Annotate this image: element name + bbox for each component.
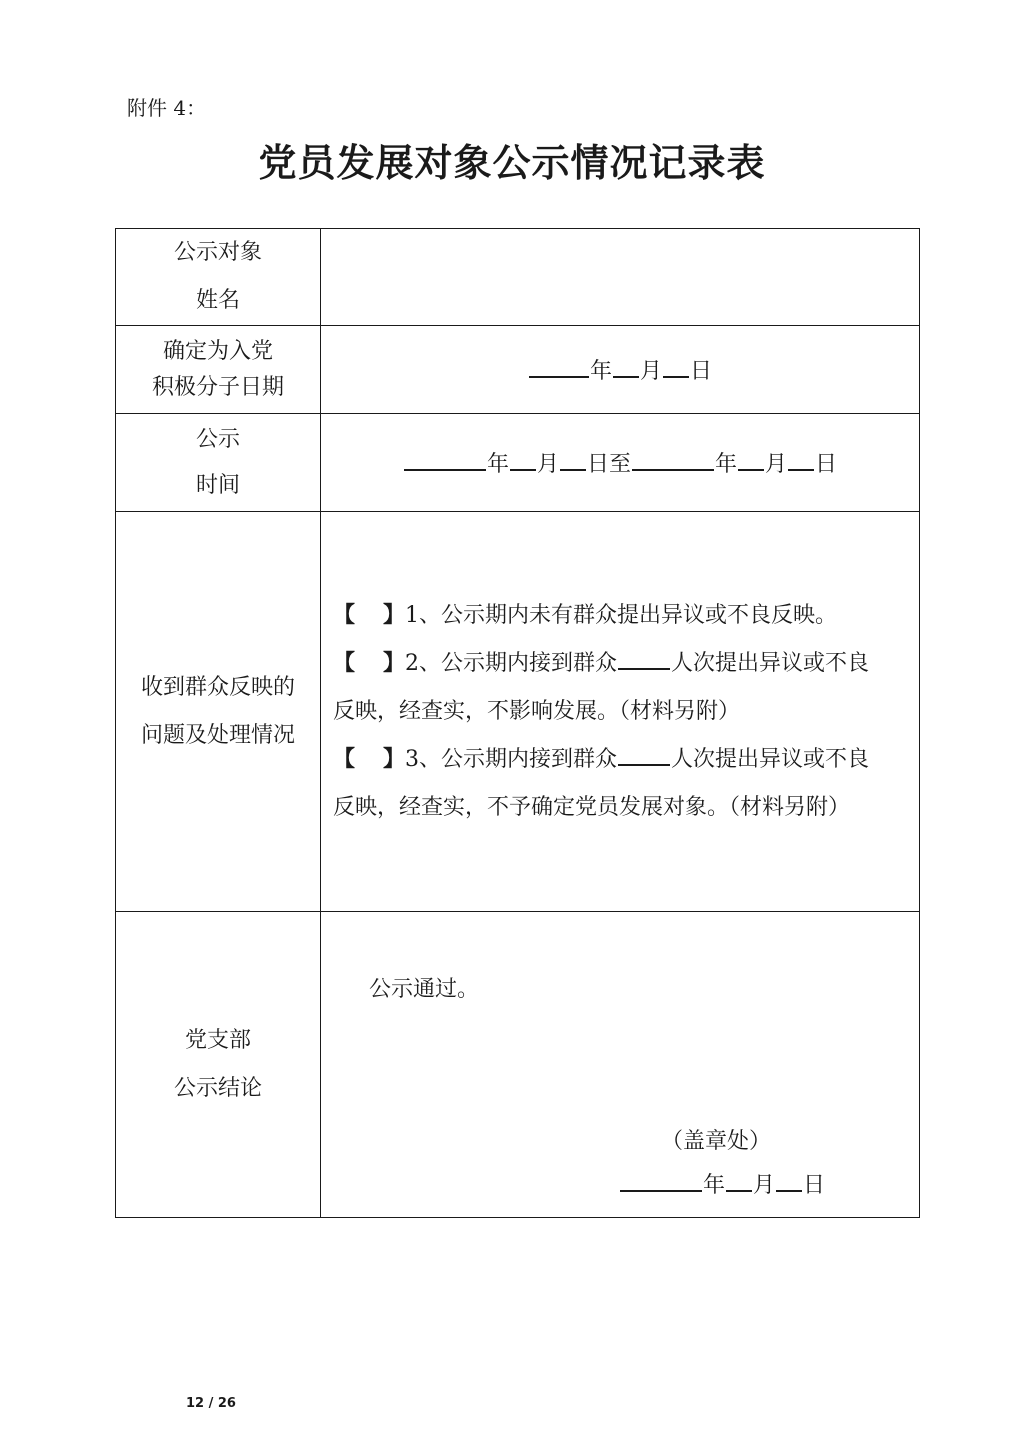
activist-date-cell[interactable] bbox=[321, 326, 920, 414]
label-period-line1: 公示 bbox=[195, 426, 240, 452]
blank-month[interactable] bbox=[613, 354, 639, 378]
label-name-line1: 公示对象 bbox=[173, 240, 262, 265]
month-start-text: 月 bbox=[536, 452, 559, 477]
page-number: 12 / 26 bbox=[186, 1396, 236, 1411]
blank-sign-year[interactable] bbox=[620, 1168, 702, 1192]
year-end-text: 年 bbox=[715, 452, 738, 477]
record-table bbox=[115, 228, 920, 1218]
label-conclusion-line2: 公示结论 bbox=[173, 1075, 262, 1101]
blank-year-end[interactable] bbox=[632, 447, 714, 471]
blank-sign-month[interactable] bbox=[726, 1168, 752, 1192]
option-2-text-c: 反映，经查实，不影响发展。（材料另附） bbox=[333, 698, 741, 724]
row-name bbox=[116, 229, 920, 326]
option-3-text-c: 反映，经查实，不予确定党员发展对象。（材料另附） bbox=[333, 794, 851, 820]
sign-year-text: 年 bbox=[703, 1173, 726, 1198]
label-feedback bbox=[116, 512, 321, 912]
row-feedback bbox=[116, 512, 920, 912]
label-activist-date bbox=[116, 326, 321, 414]
name-value-cell[interactable] bbox=[321, 229, 920, 326]
stamp-placeholder: （盖章处） bbox=[661, 1129, 772, 1154]
option-2[interactable] bbox=[321, 640, 919, 736]
label-activist-line2: 积极分子日期 bbox=[151, 374, 284, 400]
label-feedback-line2: 问题及处理情况 bbox=[140, 722, 295, 748]
bracket-close-2: 】 bbox=[383, 650, 406, 676]
bracket-close-3: 】 bbox=[383, 746, 406, 772]
period-line bbox=[321, 447, 919, 478]
day-end-text: 日 bbox=[815, 452, 838, 477]
option-3[interactable] bbox=[321, 736, 919, 832]
feedback-cell bbox=[321, 512, 920, 912]
period-cell[interactable] bbox=[321, 414, 920, 512]
attachment-label: 附件 4： bbox=[127, 96, 207, 120]
conclusion-box bbox=[321, 912, 919, 1217]
blank-month-start[interactable] bbox=[510, 447, 536, 471]
month-end-text: 月 bbox=[765, 452, 788, 477]
blank-day-start[interactable] bbox=[560, 447, 586, 471]
bracket-open-2: 【 bbox=[333, 650, 356, 676]
option-2-text-a: 2、公示期内接到群众 bbox=[405, 650, 618, 676]
blank-year-start[interactable] bbox=[404, 447, 486, 471]
sign-month-text: 月 bbox=[753, 1173, 776, 1198]
blank-day[interactable] bbox=[663, 354, 689, 378]
document-title: 党员发展对象公示情况记录表 bbox=[258, 141, 766, 185]
option-2-text-b: 人次提出异议或不良 bbox=[671, 650, 870, 676]
sign-day-text: 日 bbox=[803, 1173, 826, 1198]
activist-date-line bbox=[321, 354, 919, 385]
row-activist-date bbox=[116, 326, 920, 414]
bracket-open-1: 【 bbox=[333, 602, 356, 628]
conclusion-date bbox=[619, 1168, 825, 1199]
label-name-line2: 姓名 bbox=[195, 288, 240, 313]
option-3-text-a: 3、公示期内接到群众 bbox=[405, 746, 618, 772]
conclusion-text: 公示通过。 bbox=[369, 977, 480, 1002]
label-activist-line1: 确定为入党 bbox=[162, 338, 273, 364]
conclusion-cell[interactable] bbox=[321, 912, 920, 1218]
day-text: 日 bbox=[690, 359, 713, 384]
blank-count-2[interactable] bbox=[618, 646, 670, 670]
blank-sign-day[interactable] bbox=[776, 1168, 802, 1192]
row-conclusion bbox=[116, 912, 920, 1218]
blank-day-end[interactable] bbox=[788, 447, 814, 471]
year-start-text: 年 bbox=[486, 452, 509, 477]
blank-count-3[interactable] bbox=[618, 742, 670, 766]
label-period bbox=[116, 414, 321, 512]
label-conclusion-line1: 党支部 bbox=[184, 1027, 251, 1053]
blank-month-end[interactable] bbox=[738, 447, 764, 471]
day-to-text: 日至 bbox=[586, 452, 631, 477]
option-3-text-b: 人次提出异议或不良 bbox=[671, 746, 870, 772]
bracket-close-1: 】 bbox=[383, 602, 406, 628]
year-text: 年 bbox=[589, 359, 612, 384]
bracket-open-3: 【 bbox=[333, 746, 356, 772]
row-period bbox=[116, 414, 920, 512]
blank-year[interactable] bbox=[529, 354, 589, 378]
label-name bbox=[116, 229, 321, 326]
label-period-line2: 时间 bbox=[195, 472, 240, 498]
label-feedback-line1: 收到群众反映的 bbox=[140, 674, 295, 700]
label-conclusion bbox=[116, 912, 321, 1218]
option-1-text: 1、公示期内未有群众提出异议或不良反映。 bbox=[405, 602, 838, 628]
month-text: 月 bbox=[639, 359, 662, 384]
option-1[interactable] bbox=[321, 592, 919, 640]
